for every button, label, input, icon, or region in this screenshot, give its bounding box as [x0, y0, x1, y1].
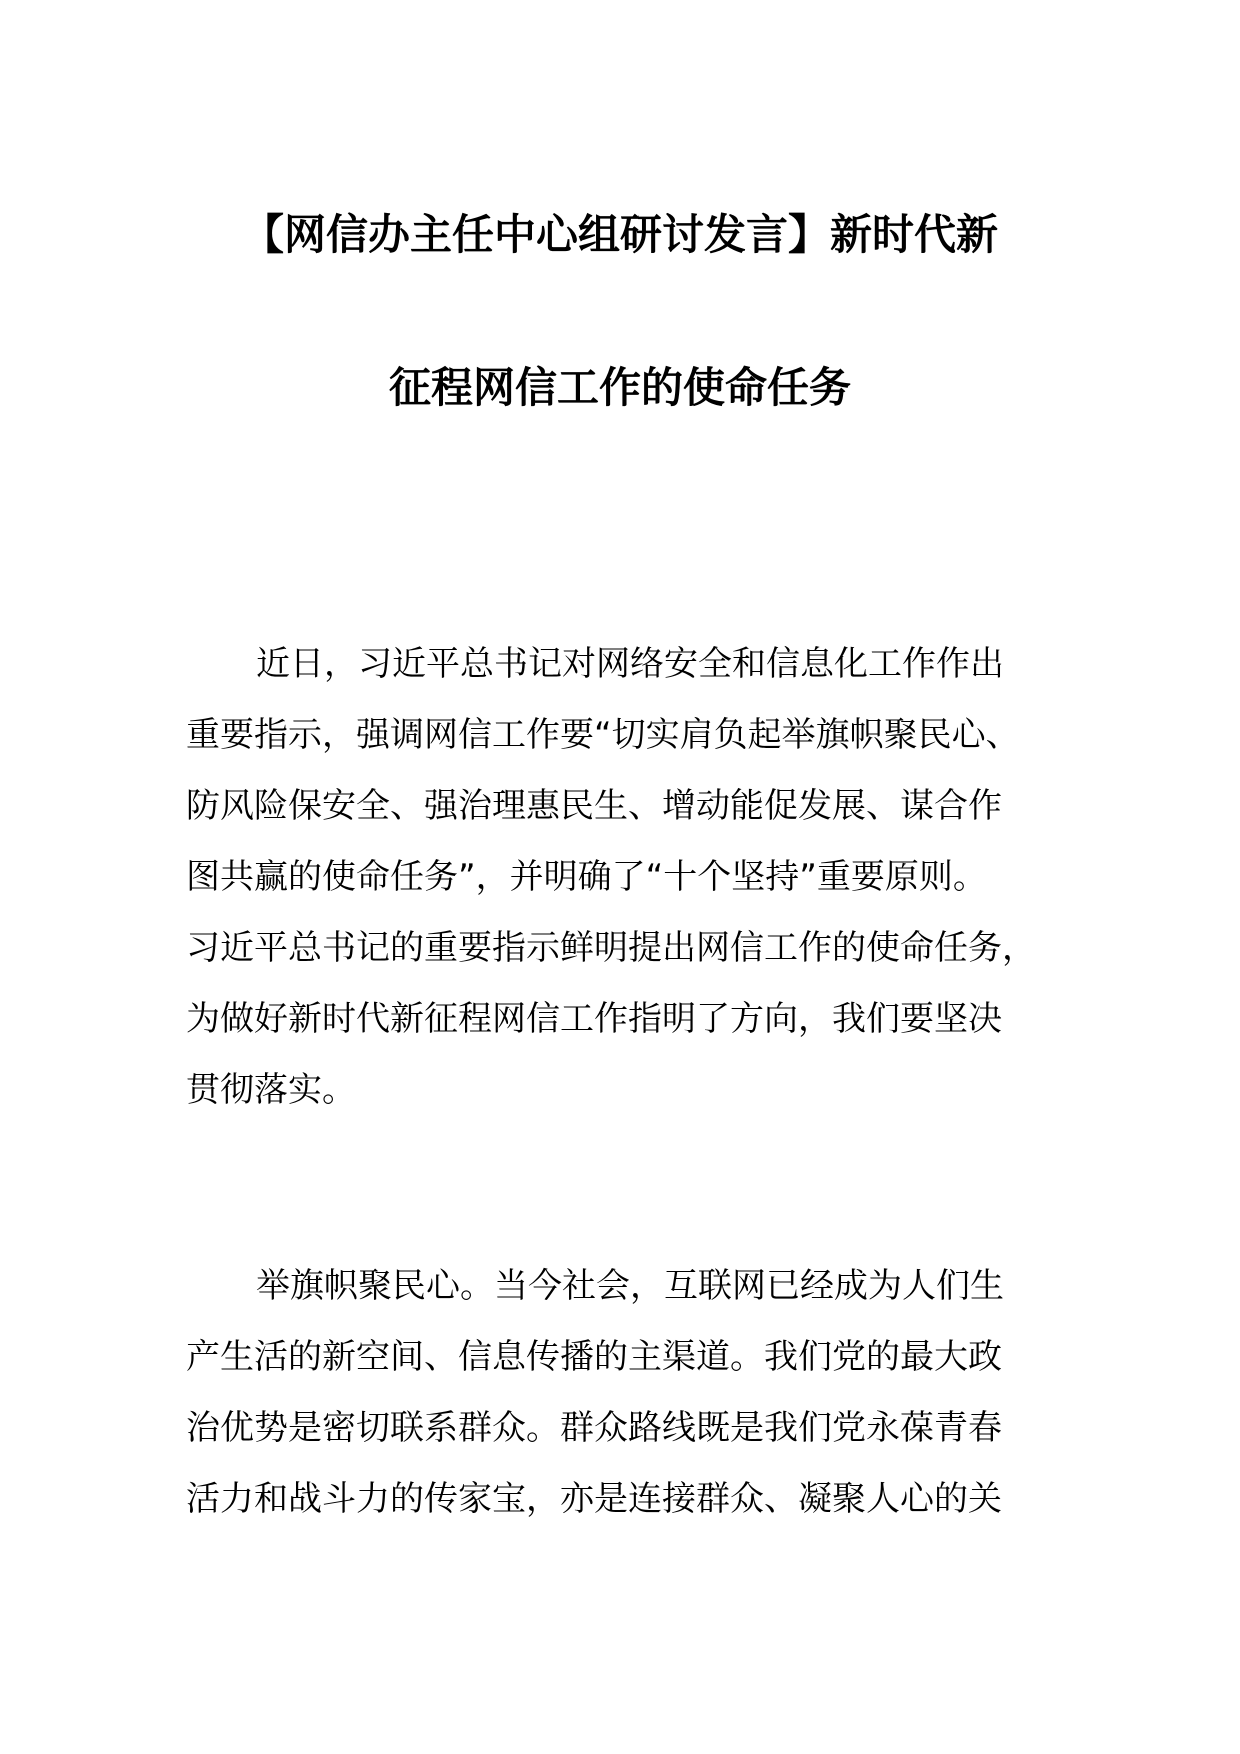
paragraph-1-line-2: 重要指示，强调网信工作要“切实肩负起举旗帜聚民心、: [186, 715, 1020, 755]
document-title-line-1: 【网信办主任中心组研讨发言】新时代新: [241, 210, 998, 259]
paragraph-1-line-1: 近日，习近平总书记对网络安全和信息化工作作出: [256, 644, 1004, 684]
paragraph-2-line-4: 活力和战斗力的传家宝，亦是连接群众、凝聚人心的关: [186, 1479, 1002, 1519]
paragraph-1-line-5: 习近平总书记的重要指示鲜明提出网信工作的使命任务，: [186, 928, 1036, 968]
paragraph-2-line-1: 举旗帜聚民心。当今社会，互联网已经成为人们生: [256, 1266, 1004, 1306]
paragraph-1-line-7: 贯彻落实。: [186, 1070, 356, 1110]
paragraph-1-line-6: 为做好新时代新征程网信工作指明了方向，我们要坚决: [186, 999, 1002, 1039]
paragraph-2-line-3: 治优势是密切联系群众。群众路线既是我们党永葆青春: [186, 1408, 1002, 1448]
document-title-line-2: 征程网信工作的使命任务: [388, 363, 851, 412]
paragraph-1-line-4: 图共赢的使命任务”，并明确了“十个坚持”重要原则。: [186, 857, 987, 897]
paragraph-1-line-3: 防风险保安全、强治理惠民生、增动能促发展、谋合作: [186, 786, 1002, 826]
paragraph-2-line-2: 产生活的新空间、信息传播的主渠道。我们党的最大政: [186, 1337, 1002, 1377]
